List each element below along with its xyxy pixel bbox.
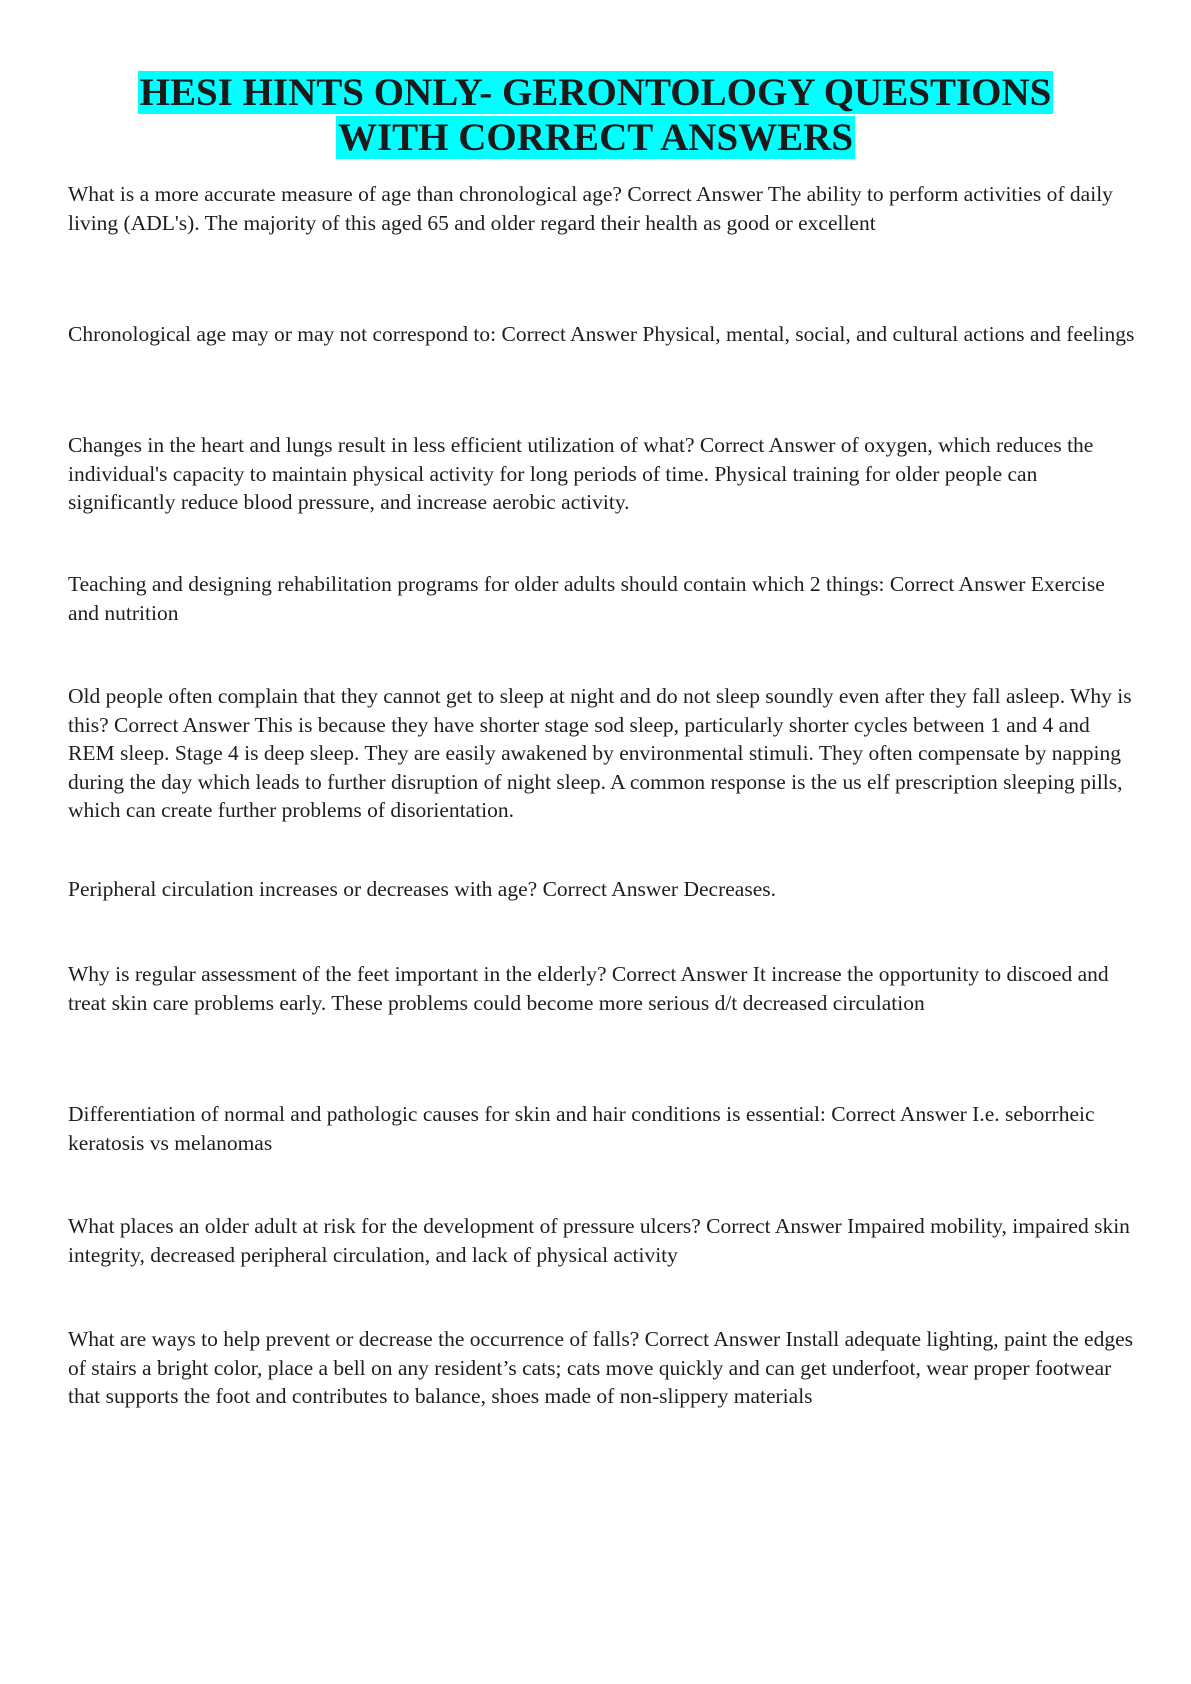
title-line-1: HESI HINTS ONLY- GERONTOLOGY QUESTIONS bbox=[139, 71, 1052, 114]
qa-entry-skin-hair: Differentiation of normal and pathologic causes for skin and hair conditions is essential: Correct Answer I.e. seborrheic keratosis vs melanomas bbox=[68, 1102, 1095, 1155]
qa-entry-heart-lungs: Changes in the heart and lungs result in less efficient utilization of what? Correct Answer of oxygen, which reduces the individual's capacity to maintain physical activity for long periods of time. Physical training for older people can significantly reduce blood pressure, and increase aerobic activity. bbox=[68, 433, 1094, 515]
qa-entry-peripheral-circulation: Peripheral circulation increases or decreases with age? Correct Answer Decreases. bbox=[68, 877, 776, 901]
qa-entry-rehabilitation: Teaching and designing rehabilitation programs for older adults should contain which 2 things: Correct Answer Exercise and nutrition bbox=[68, 572, 1105, 625]
qa-entry-feet-assessment: Why is regular assessment of the feet important in the elderly? Correct Answer It increase the opportunity to discoed and treat skin care problems early. These problems could become more serious d/t decreased circulation bbox=[68, 962, 1109, 1015]
qa-entry-pressure-ulcers: What places an older adult at risk for the development of pressure ulcers? Correct Answer Impaired mobility, impaired skin integrity, decreased peripheral circulation, and lack of physical activity bbox=[68, 1214, 1130, 1267]
title-line-2: WITH CORRECT ANSWERS bbox=[337, 116, 854, 159]
qa-entry-sleep: Old people often complain that they cannot get to sleep at night and do not sleep soundly even after they fall asleep. Why is this? Correct Answer This is because they have shorter stage sod sleep, particularly shorter cycles between 1 and 4 and REM sleep. Stage 4 is deep sleep. They are easily awakened by environmental stimuli. They often compensate by napping during the day which leads to further disruption of night sleep. A common response is the us elf prescription sleeping pills, which can create further problems of disorientation. bbox=[68, 684, 1132, 823]
document-title bbox=[60, 70, 1131, 160]
qa-entry-chronological-age: Chronological age may or may not correspond to: Correct Answer Physical, mental, social, and cultural actions and feelings bbox=[68, 322, 1135, 346]
qa-entry-falls: What are ways to help prevent or decrease the occurrence of falls? Correct Answer Install adequate lighting, paint the edges of stairs a bright color, place a bell on any resident’s cats; cats move quickly and can get underfoot, wear proper footwear that supports the foot and contributes to balance, shoes made of non-slippery materials bbox=[68, 1327, 1134, 1409]
qa-entry-adl: What is a more accurate measure of age than chronological age? Correct Answer The ability to perform activities of daily living (ADL's). The majority of this aged 65 and older regard their health as good or excellent bbox=[68, 182, 1113, 235]
